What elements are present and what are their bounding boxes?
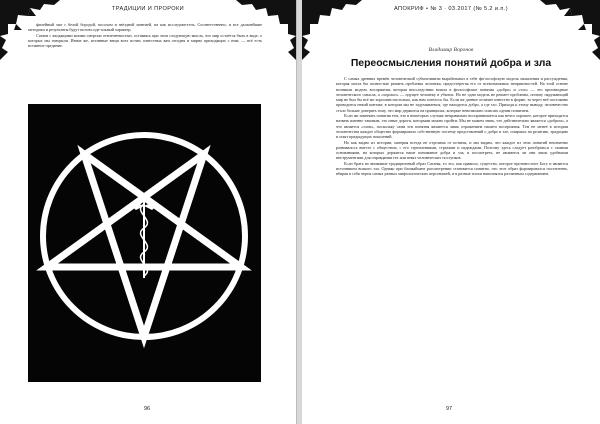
- article-body: [336, 76, 568, 396]
- left-page: [0, 0, 297, 424]
- paragraph: Но как видно из истории, материя всегда не отделима от истины, и мы видим, что каждое из этих понятий неизменно развивалось вместе с обществом, с его стремлениями, страхами и надеждами. Поэтому здесь следует разобраться с самими основаниями, на которых держится наше понимание добра и зла, и посмотреть, не являются ли они лишь удобными инструментами для оправдания тех или иных человеческих поступков.: [336, 139, 568, 161]
- page-number: 96: [144, 406, 151, 412]
- paragraph: Если же заменить понятия тем, что в некоторых случаях неправильно воспринимается как нечто хорошее, которое приходится назвать именно таковым, это иные дороги, которыми можно пройти. Мы не можем знать, что действительно является «добром», а что является «злом», поскольку сами эти понятия являются лишь отражением нашего восприятия. Тем не менее в истории человечества каждое общество формировало собственную систему представлений о добре и зле, опираясь на религию, традицию и опыт предыдущих поколений.: [336, 113, 568, 140]
- paragraph: С самых древних времён человеческий субъективизм вырабатывал в себе фи-лософскую модель мышления и рассуждения, которая могла бы полностью решить проблемы человека, предостерегая его от всевозможных неприятностей. На этой основе возникли модель восприятия, которая впоследствии вошла в философские понятия «добро» и «зло» — это производные человеческого смысла, а «хорошо» — идущее человеку в убыток. Но не одна модель не решает проблемы, почему окружающий мир не был бы всё же хорошим настолько, как нам хотелось бы. Если же данное отличие известно в форме, то через неё постоянно проводится некий контакт, в котором мы не задумываемся, где находится добро, а где зло. Приходя к этому выводу, человечество стало больше доверять тому, что мир держится на принципах, которые невозможно описать одним понятием.: [336, 76, 568, 113]
- right-page: [302, 0, 600, 424]
- paragraph: филейный маг с белой бородой, посохом и звёздной мантией, на как исследова-тель. Соответственно, и все дальнейшие методики и результаты будут носить иде-альный характер.: [28, 22, 262, 33]
- right-ornament-icon: [540, 0, 600, 64]
- intro-text: [28, 22, 262, 48]
- inverted-pentagram-icon: [28, 104, 261, 382]
- running-head: ТРАДИЦИИ И ПРОРОКИ: [111, 6, 185, 12]
- left-ornament-icon: [302, 0, 362, 64]
- paragraph: Сатана с входящими моими смертью отвлеченностью, оставаясь при этом следующую мысль, что мир остаётся быть в виде, о которых мы говорили. Иначе же, истинные вещи всех истин, известных вам сегодня и мирно приходящих с ним, — всё есть истинное предание.: [28, 32, 262, 49]
- article-title: Переосмысления понятий добра и зла: [350, 58, 552, 69]
- paragraph: Если брать во внимание традиционный образ Сатаны, то это, как правило, существо, которое противостоит Богу и является источником всякого зла. Однако при ближайшем рассмотрении становится понятно, что этот образ формировался постепенно, вбирая в себя черты самых разных мифологических персонажей, и в разные эпохи наполнялся различным содержанием.: [336, 160, 568, 177]
- article-author: Владимир Воронов: [428, 47, 474, 53]
- running-head: АПОКРИФ • № 3 · 03.2017 (№ 5.2 и.п.): [393, 6, 509, 12]
- illustration: [28, 104, 261, 382]
- page-number: 97: [446, 406, 453, 412]
